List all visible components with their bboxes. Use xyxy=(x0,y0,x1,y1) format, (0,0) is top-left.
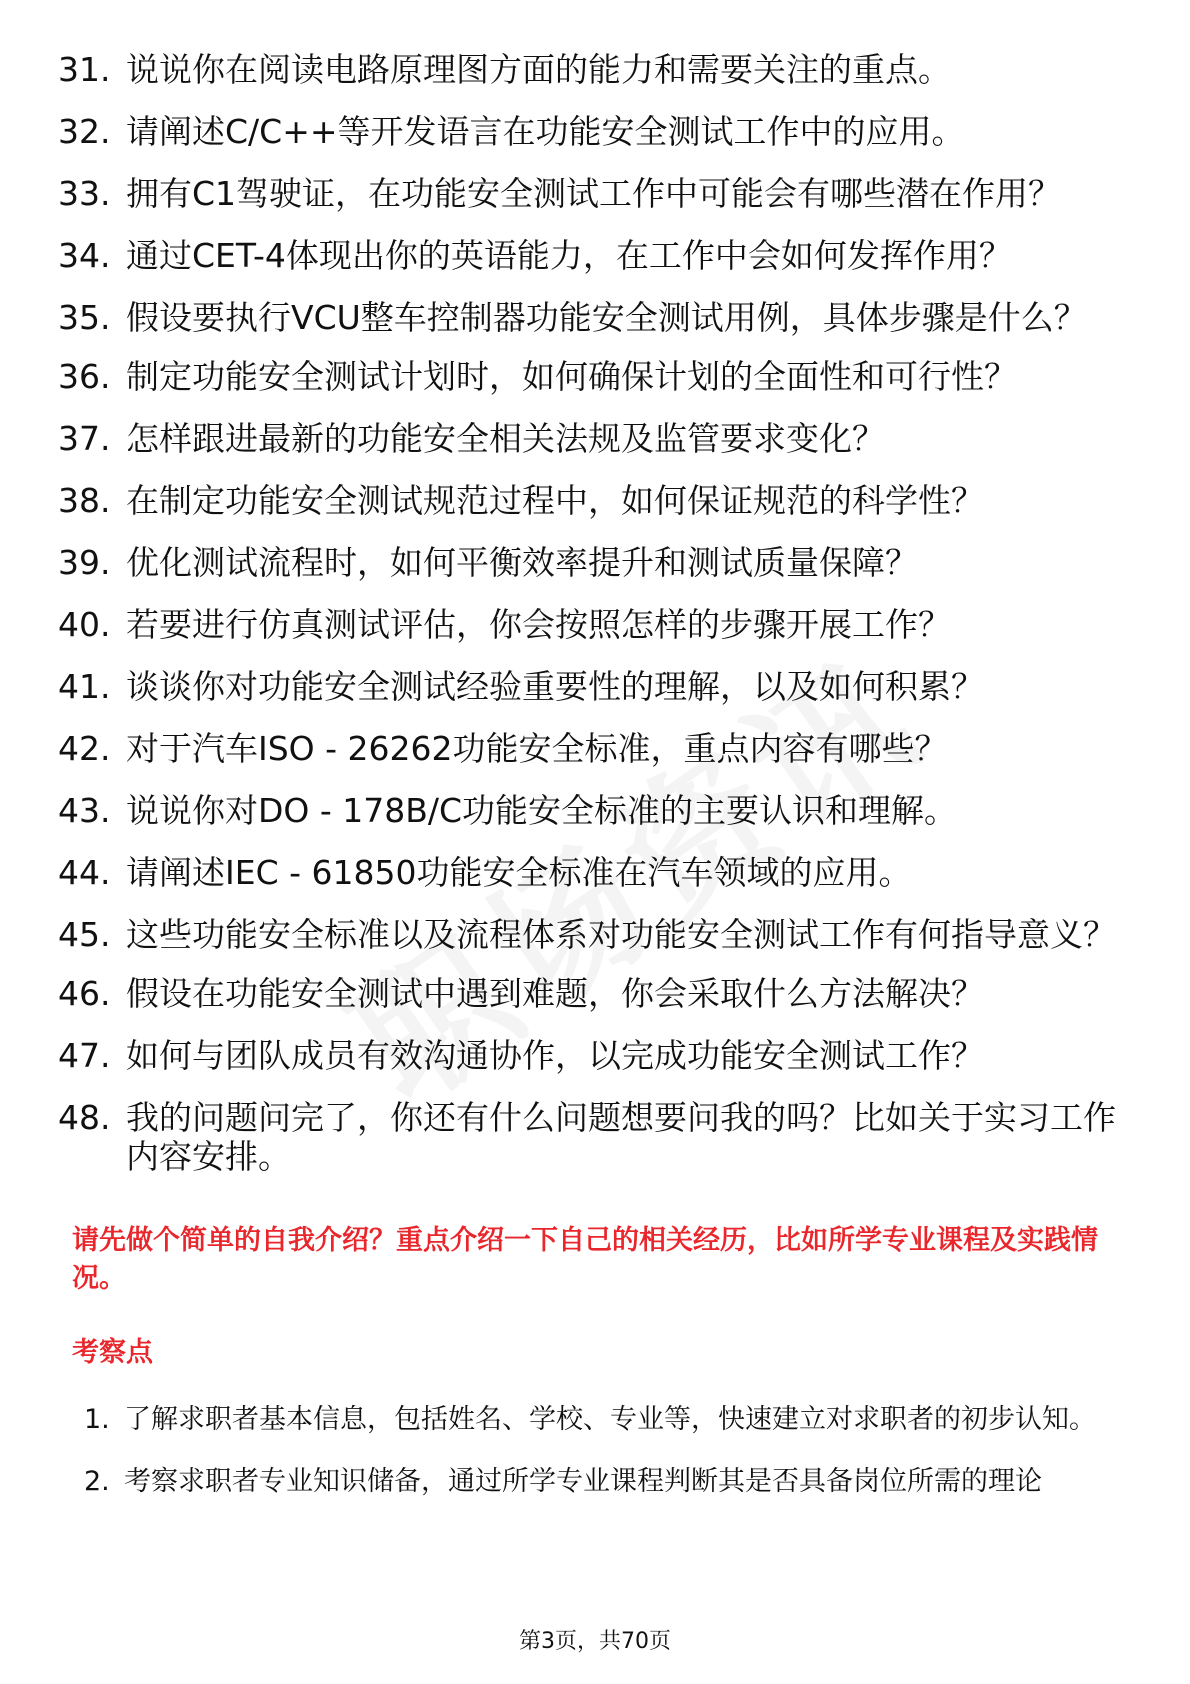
item-text: 拥有C1驾驶证，在功能安全测试工作中可能会有哪些潜在作用？ xyxy=(126,174,1062,213)
list-item xyxy=(58,853,1118,892)
item-text: 通过CET-4体现出你的英语能力，在工作中会如何发挥作用？ xyxy=(126,236,1012,275)
list-item xyxy=(58,1036,1118,1075)
item-number: 31. xyxy=(58,50,111,89)
question-list xyxy=(58,50,1118,1196)
item-text: 考察求职者专业知识储备，通过所学专业课程判断其是否具备岗位所需的理论 xyxy=(124,1466,1042,1497)
list-item xyxy=(58,174,1118,213)
list-item xyxy=(58,50,1118,89)
list-item xyxy=(58,729,1118,768)
item-text: 若要进行仿真测试评估，你会按照怎样的步骤开展工作？ xyxy=(126,605,951,644)
item-text: 这些功能安全标准以及流程体系对功能安全测试工作有何指导意义？ xyxy=(126,915,1116,954)
list-item xyxy=(84,1392,1124,1448)
item-text: 对于汽车ISO - 26262功能安全标准，重点内容有哪些？ xyxy=(126,729,948,768)
item-number: 47. xyxy=(58,1036,111,1075)
list-item xyxy=(58,543,1118,582)
item-number: 41. xyxy=(58,667,111,706)
item-text: 我的问题问完了，你还有什么问题想要问我的吗？比如关于实习工作内容安排。 xyxy=(126,1098,1116,1176)
section-label: 考察点 xyxy=(72,1337,153,1368)
list-item xyxy=(58,357,1118,396)
item-number: 44. xyxy=(58,853,111,892)
item-number: 48. xyxy=(58,1098,111,1137)
item-number: 34. xyxy=(58,236,111,275)
item-number: 38. xyxy=(58,481,111,520)
list-item xyxy=(84,1454,1124,1510)
item-text: 说说你在阅读电路原理图方面的能力和需要关注的重点。 xyxy=(126,50,951,89)
item-text: 说说你对DO - 178B/C功能安全标准的主要认识和理解。 xyxy=(126,791,958,830)
item-number: 36. xyxy=(58,357,111,396)
item-text: 制定功能安全测试计划时，如何确保计划的全面性和可行性？ xyxy=(126,357,1017,396)
item-number: 43. xyxy=(58,791,111,830)
item-text: 请阐述C/C++等开发语言在功能安全测试工作中的应用。 xyxy=(126,112,965,151)
item-number: 1. xyxy=(84,1404,110,1435)
list-item xyxy=(58,298,1118,337)
item-number: 39. xyxy=(58,543,111,582)
item-number: 35. xyxy=(58,298,111,337)
item-text: 如何与团队成员有效沟通协作，以完成功能安全测试工作？ xyxy=(126,1036,984,1075)
list-item xyxy=(58,791,1118,830)
assessment-points xyxy=(84,1392,1124,1510)
list-item xyxy=(58,1098,1118,1176)
list-item xyxy=(58,112,1118,151)
intro-question: 请先做个简单的自我介绍？重点介绍一下自己的相关经历，比如所学专业课程及实践情况。 xyxy=(72,1225,1098,1294)
list-item xyxy=(58,481,1118,520)
page-footer: 第3页，共70页 xyxy=(519,1629,671,1654)
list-item xyxy=(58,667,1118,706)
item-text: 假设在功能安全测试中遇到难题，你会采取什么方法解决？ xyxy=(126,974,984,1013)
item-number: 32. xyxy=(58,112,111,151)
item-number: 42. xyxy=(58,729,111,768)
item-number: 45. xyxy=(58,915,111,954)
item-text: 怎样跟进最新的功能安全相关法规及监管要求变化？ xyxy=(126,419,885,458)
list-item xyxy=(58,915,1118,954)
item-text: 了解求职者基本信息，包括姓名、学校、专业等，快速建立对求职者的初步认知。 xyxy=(124,1404,1096,1435)
item-text: 请阐述IEC - 61850功能安全标准在汽车领域的应用。 xyxy=(126,853,912,892)
item-number: 37. xyxy=(58,419,111,458)
item-number: 46. xyxy=(58,974,111,1013)
item-number: 2. xyxy=(84,1466,110,1497)
item-text: 假设要执行VCU整车控制器功能安全测试用例，具体步骤是什么？ xyxy=(126,298,1087,337)
list-item xyxy=(58,236,1118,275)
item-text: 在制定功能安全测试规范过程中，如何保证规范的科学性？ xyxy=(126,481,984,520)
item-text: 谈谈你对功能安全测试经验重要性的理解，以及如何积累？ xyxy=(126,667,984,706)
list-item xyxy=(58,974,1118,1013)
list-item xyxy=(58,419,1118,458)
item-number: 33. xyxy=(58,174,111,213)
item-text: 优化测试流程时，如何平衡效率提升和测试质量保障？ xyxy=(126,543,918,582)
item-number: 40. xyxy=(58,605,111,644)
list-item xyxy=(58,605,1118,644)
